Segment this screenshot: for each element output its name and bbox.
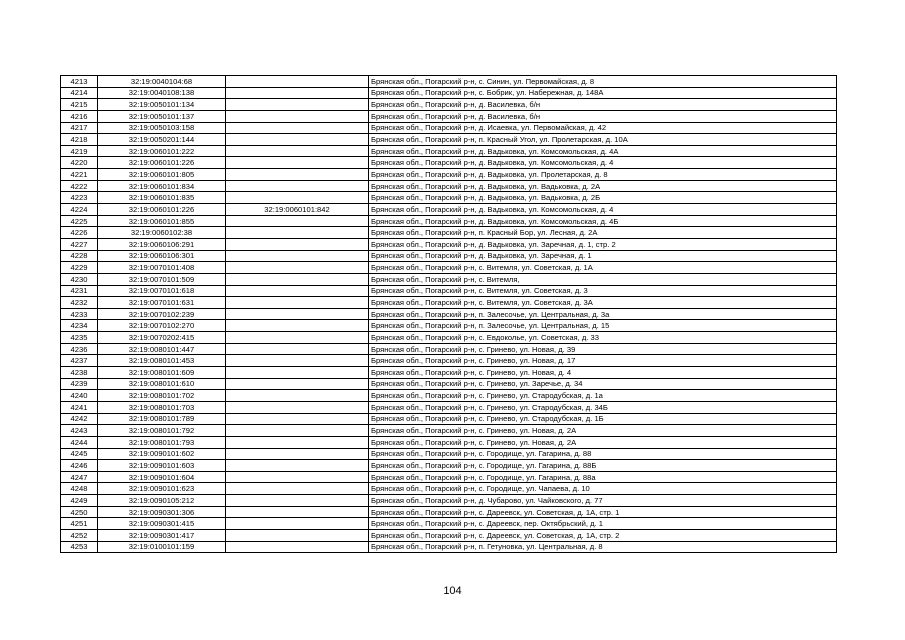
row-number-cell: 4238 bbox=[61, 367, 98, 379]
cadastral-number-cell: 32:19:0060106:301 bbox=[98, 250, 226, 262]
previous-number-cell bbox=[226, 390, 369, 402]
table-row bbox=[61, 180, 837, 192]
row-number-cell: 4244 bbox=[61, 436, 98, 448]
address-cell: Брянская обл., Погарский р-н, с. Гринево, ул. Новая, д. 4 bbox=[369, 367, 837, 379]
address-cell: Брянская обл., Погарский р-н, с. Городище, ул. Гагарина, д. 88Б bbox=[369, 460, 837, 472]
previous-number-cell bbox=[226, 471, 369, 483]
cadastral-number-cell: 32:19:0070101:618 bbox=[98, 285, 226, 297]
cadastral-number-cell: 32:19:0050101:134 bbox=[98, 99, 226, 111]
table-row bbox=[61, 378, 837, 390]
previous-number-cell bbox=[226, 180, 369, 192]
table-row bbox=[61, 448, 837, 460]
address-cell: Брянская обл., Погарский р-н, п. Красный Бор, ул. Лесная, д. 2А bbox=[369, 227, 837, 239]
row-number-cell: 4233 bbox=[61, 308, 98, 320]
address-cell: Брянская обл., Погарский р-н, д. Исаевка, ул. Первомайская, д. 42 bbox=[369, 122, 837, 134]
address-cell: Брянская обл., Погарский р-н, с. Гринево, ул. Стародубская, д. 1а bbox=[369, 390, 837, 402]
address-cell: Брянская обл., Погарский р-н, с. Городище, ул. Гагарина, д. 88 bbox=[369, 448, 837, 460]
table-row bbox=[61, 134, 837, 146]
row-number-cell: 4230 bbox=[61, 273, 98, 285]
table-row bbox=[61, 192, 837, 204]
row-number-cell: 4225 bbox=[61, 215, 98, 227]
address-cell: Брянская обл., Погарский р-н, д. Вадьковка, ул. Комсомольская, д. 4 bbox=[369, 204, 837, 216]
address-cell: Брянская обл., Погарский р-н, с. Городище, ул. Гагарина, д. 88а bbox=[369, 471, 837, 483]
row-number-cell: 4222 bbox=[61, 180, 98, 192]
address-cell: Брянская обл., Погарский р-н, п. Красный Угол, ул. Пролетарская, д. 10А bbox=[369, 134, 837, 146]
cadastral-number-cell: 32:19:0070202:415 bbox=[98, 332, 226, 344]
row-number-cell: 4250 bbox=[61, 506, 98, 518]
row-number-cell: 4231 bbox=[61, 285, 98, 297]
row-number-cell: 4214 bbox=[61, 87, 98, 99]
address-cell: Брянская обл., Погарский р-н, д. Василевка, б/н bbox=[369, 99, 837, 111]
previous-number-cell bbox=[226, 460, 369, 472]
previous-number-cell bbox=[226, 76, 369, 88]
page-number: 104 bbox=[443, 585, 462, 597]
cadastral-number-cell: 32:19:0060101:805 bbox=[98, 169, 226, 181]
address-cell: Брянская обл., Погарский р-н, с. Синин, ул. Первомайская, д. 8 bbox=[369, 76, 837, 88]
table-row bbox=[61, 518, 837, 530]
cadastral-number-cell: 32:19:0090301:415 bbox=[98, 518, 226, 530]
cadastral-number-cell: 32:19:0060106:291 bbox=[98, 238, 226, 250]
address-cell: Брянская обл., Погарский р-н, д. Вадьковка, ул. Комсомольская, д. 4Б bbox=[369, 215, 837, 227]
previous-number-cell bbox=[226, 110, 369, 122]
address-cell: Брянская обл., Погарский р-н, с. Дареевск, ул. Советская, д. 1А, стр. 2 bbox=[369, 529, 837, 541]
address-cell: Брянская обл., Погарский р-н, д. Вадьковка, ул. Пролетарская, д. 8 bbox=[369, 169, 837, 181]
records-table-body bbox=[61, 76, 837, 553]
table-row bbox=[61, 110, 837, 122]
previous-number-cell bbox=[226, 518, 369, 530]
address-cell: Брянская обл., Погарский р-н, с. Бобрик, ул. Набережная, д. 148А bbox=[369, 87, 837, 99]
previous-number-cell bbox=[226, 273, 369, 285]
table-row bbox=[61, 227, 837, 239]
previous-number-cell bbox=[226, 436, 369, 448]
table-row bbox=[61, 204, 837, 216]
table-row bbox=[61, 483, 837, 495]
address-cell: Брянская обл., Погарский р-н, д. Вадьковка, ул. Комсомольская, д. 4А bbox=[369, 145, 837, 157]
row-number-cell: 4215 bbox=[61, 99, 98, 111]
cadastral-number-cell: 32:19:0080101:702 bbox=[98, 390, 226, 402]
previous-number-cell bbox=[226, 250, 369, 262]
cadastral-number-cell: 32:19:0050103:158 bbox=[98, 122, 226, 134]
cadastral-number-cell: 32:19:0060101:222 bbox=[98, 145, 226, 157]
previous-number-cell bbox=[226, 343, 369, 355]
previous-number-cell: 32:19:0060101:842 bbox=[226, 204, 369, 216]
cadastral-number-cell: 32:19:0070102:270 bbox=[98, 320, 226, 332]
previous-number-cell bbox=[226, 308, 369, 320]
previous-number-cell bbox=[226, 378, 369, 390]
table-row bbox=[61, 157, 837, 169]
table-row bbox=[61, 285, 837, 297]
cadastral-number-cell: 32:19:0060102:38 bbox=[98, 227, 226, 239]
table-row bbox=[61, 145, 837, 157]
previous-number-cell bbox=[226, 285, 369, 297]
previous-number-cell bbox=[226, 367, 369, 379]
row-number-cell: 4243 bbox=[61, 425, 98, 437]
address-cell: Брянская обл., Погарский р-н, д. Чубарово, ул. Чайковского, д. 77 bbox=[369, 495, 837, 507]
previous-number-cell bbox=[226, 145, 369, 157]
address-cell: Брянская обл., Погарский р-н, с. Гринево, ул. Новая, д. 17 bbox=[369, 355, 837, 367]
cadastral-number-cell: 32:19:0090101:623 bbox=[98, 483, 226, 495]
previous-number-cell bbox=[226, 320, 369, 332]
cadastral-number-cell: 32:19:0090301:306 bbox=[98, 506, 226, 518]
row-number-cell: 4227 bbox=[61, 238, 98, 250]
previous-number-cell bbox=[226, 169, 369, 181]
row-number-cell: 4216 bbox=[61, 110, 98, 122]
cadastral-number-cell: 32:19:0070102:239 bbox=[98, 308, 226, 320]
cadastral-number-cell: 32:19:0100101:159 bbox=[98, 541, 226, 553]
table-row bbox=[61, 273, 837, 285]
previous-number-cell bbox=[226, 192, 369, 204]
row-number-cell: 4251 bbox=[61, 518, 98, 530]
previous-number-cell bbox=[226, 215, 369, 227]
cadastral-number-cell: 32:19:0090105:212 bbox=[98, 495, 226, 507]
table-row bbox=[61, 541, 837, 553]
address-cell: Брянская обл., Погарский р-н, п. Залесочье, ул. Центральная, д. 15 bbox=[369, 320, 837, 332]
row-number-cell: 4217 bbox=[61, 122, 98, 134]
address-cell: Брянская обл., Погарский р-н, с. Городище, ул. Чапаева, д. 10 bbox=[369, 483, 837, 495]
cadastral-number-cell: 32:19:0080101:789 bbox=[98, 413, 226, 425]
row-number-cell: 4246 bbox=[61, 460, 98, 472]
cadastral-number-cell: 32:19:0080101:447 bbox=[98, 343, 226, 355]
table-row bbox=[61, 367, 837, 379]
previous-number-cell bbox=[226, 238, 369, 250]
cadastral-number-cell: 32:19:0040108:138 bbox=[98, 87, 226, 99]
previous-number-cell bbox=[226, 332, 369, 344]
row-number-cell: 4237 bbox=[61, 355, 98, 367]
table-row bbox=[61, 250, 837, 262]
table-row bbox=[61, 308, 837, 320]
row-number-cell: 4239 bbox=[61, 378, 98, 390]
address-cell: Брянская обл., Погарский р-н, д. Вадьковка, ул. Заречная, д. 1, стр. 2 bbox=[369, 238, 837, 250]
address-cell: Брянская обл., Погарский р-н, с. Гринево, ул. Новая, д. 2А bbox=[369, 425, 837, 437]
table-row bbox=[61, 436, 837, 448]
row-number-cell: 4219 bbox=[61, 145, 98, 157]
previous-number-cell bbox=[226, 262, 369, 274]
cadastral-number-cell: 32:19:0090101:602 bbox=[98, 448, 226, 460]
previous-number-cell bbox=[226, 506, 369, 518]
previous-number-cell bbox=[226, 157, 369, 169]
previous-number-cell bbox=[226, 495, 369, 507]
row-number-cell: 4218 bbox=[61, 134, 98, 146]
address-cell: Брянская обл., Погарский р-н, с. Гринево, ул. Новая, д. 39 bbox=[369, 343, 837, 355]
table-row bbox=[61, 506, 837, 518]
table-row bbox=[61, 460, 837, 472]
address-cell: Брянская обл., Погарский р-н, д. Вадьковка, ул. Заречная, д. 1 bbox=[369, 250, 837, 262]
table-row bbox=[61, 297, 837, 309]
cadastral-number-cell: 32:19:0070101:631 bbox=[98, 297, 226, 309]
previous-number-cell bbox=[226, 448, 369, 460]
cadastral-number-cell: 32:19:0060101:226 bbox=[98, 204, 226, 216]
previous-number-cell bbox=[226, 541, 369, 553]
address-cell: Брянская обл., Погарский р-н, п. Гетуновка, ул. Центральная, д. 8 bbox=[369, 541, 837, 553]
row-number-cell: 4229 bbox=[61, 262, 98, 274]
previous-number-cell bbox=[226, 355, 369, 367]
cadastral-number-cell: 32:19:0080101:609 bbox=[98, 367, 226, 379]
row-number-cell: 4220 bbox=[61, 157, 98, 169]
address-cell: Брянская обл., Погарский р-н, д. Василевка, б/н bbox=[369, 110, 837, 122]
table-row bbox=[61, 390, 837, 402]
address-cell: Брянская обл., Погарский р-н, с. Дареевск, ул. Советская, д. 1А, стр. 1 bbox=[369, 506, 837, 518]
previous-number-cell bbox=[226, 401, 369, 413]
previous-number-cell bbox=[226, 425, 369, 437]
table-row bbox=[61, 99, 837, 111]
cadastral-number-cell: 32:19:0040104:68 bbox=[98, 76, 226, 88]
table-row bbox=[61, 495, 837, 507]
address-cell: Брянская обл., Погарский р-н, с. Евдокольe, ул. Советская, д. 33 bbox=[369, 332, 837, 344]
address-cell: Брянская обл., Погарский р-н, с. Гринево, ул. Стародубская, д. 34Б bbox=[369, 401, 837, 413]
row-number-cell: 4242 bbox=[61, 413, 98, 425]
address-cell: Брянская обл., Погарский р-н, с. Дареевск, пер. Октябрьский, д. 1 bbox=[369, 518, 837, 530]
row-number-cell: 4232 bbox=[61, 297, 98, 309]
address-cell: Брянская обл., Погарский р-н, с. Витемля, ул. Советская, д. 3А bbox=[369, 297, 837, 309]
address-cell: Брянская обл., Погарский р-н, д. Вадьковка, ул. Вадьковка, д. 2Б bbox=[369, 192, 837, 204]
table-row bbox=[61, 401, 837, 413]
table-row bbox=[61, 529, 837, 541]
cadastral-number-cell: 32:19:0080101:453 bbox=[98, 355, 226, 367]
cadastral-number-cell: 32:19:0080101:793 bbox=[98, 436, 226, 448]
row-number-cell: 4228 bbox=[61, 250, 98, 262]
table-row bbox=[61, 343, 837, 355]
row-number-cell: 4252 bbox=[61, 529, 98, 541]
previous-number-cell bbox=[226, 134, 369, 146]
address-cell: Брянская обл., Погарский р-н, с. Гринево, ул. Стародубская, д. 1Б bbox=[369, 413, 837, 425]
address-cell: Брянская обл., Погарский р-н, с. Витемля, ул. Советская, д. 1А bbox=[369, 262, 837, 274]
row-number-cell: 4221 bbox=[61, 169, 98, 181]
row-number-cell: 4223 bbox=[61, 192, 98, 204]
table-row bbox=[61, 355, 837, 367]
row-number-cell: 4236 bbox=[61, 343, 98, 355]
previous-number-cell bbox=[226, 483, 369, 495]
row-number-cell: 4240 bbox=[61, 390, 98, 402]
table-row bbox=[61, 413, 837, 425]
cadastral-number-cell: 32:19:0050201:144 bbox=[98, 134, 226, 146]
table-row bbox=[61, 122, 837, 134]
row-number-cell: 4247 bbox=[61, 471, 98, 483]
table-row bbox=[61, 215, 837, 227]
previous-number-cell bbox=[226, 297, 369, 309]
cadastral-number-cell: 32:19:0090101:604 bbox=[98, 471, 226, 483]
table-row bbox=[61, 320, 837, 332]
previous-number-cell bbox=[226, 122, 369, 134]
table-row bbox=[61, 169, 837, 181]
records-table bbox=[60, 75, 837, 553]
table-row bbox=[61, 425, 837, 437]
previous-number-cell bbox=[226, 529, 369, 541]
address-cell: Брянская обл., Погарский р-н, д. Вадьковка, ул. Комсомольская, д. 4 bbox=[369, 157, 837, 169]
row-number-cell: 4253 bbox=[61, 541, 98, 553]
cadastral-number-cell: 32:19:0050101:137 bbox=[98, 110, 226, 122]
table-row bbox=[61, 471, 837, 483]
row-number-cell: 4224 bbox=[61, 204, 98, 216]
row-number-cell: 4213 bbox=[61, 76, 98, 88]
cadastral-number-cell: 32:19:0090101:603 bbox=[98, 460, 226, 472]
cadastral-number-cell: 32:19:0060101:834 bbox=[98, 180, 226, 192]
address-cell: Брянская обл., Погарский р-н, с. Витемля, bbox=[369, 273, 837, 285]
row-number-cell: 4241 bbox=[61, 401, 98, 413]
cadastral-number-cell: 32:19:0080101:792 bbox=[98, 425, 226, 437]
address-cell: Брянская обл., Погарский р-н, п. Залесочье, ул. Центральная, д. 3а bbox=[369, 308, 837, 320]
address-cell: Брянская обл., Погарский р-н, с. Витемля, ул. Советская, д. 3 bbox=[369, 285, 837, 297]
cadastral-number-cell: 32:19:0080101:703 bbox=[98, 401, 226, 413]
row-number-cell: 4234 bbox=[61, 320, 98, 332]
previous-number-cell bbox=[226, 413, 369, 425]
previous-number-cell bbox=[226, 227, 369, 239]
address-cell: Брянская обл., Погарский р-н, д. Вадьковка, ул. Вадьковка, д. 2А bbox=[369, 180, 837, 192]
cadastral-number-cell: 32:19:0080101:610 bbox=[98, 378, 226, 390]
table-row bbox=[61, 262, 837, 274]
table-row bbox=[61, 238, 837, 250]
table-row bbox=[61, 87, 837, 99]
cadastral-number-cell: 32:19:0060101:835 bbox=[98, 192, 226, 204]
previous-number-cell bbox=[226, 99, 369, 111]
cadastral-number-cell: 32:19:0060101:855 bbox=[98, 215, 226, 227]
row-number-cell: 4248 bbox=[61, 483, 98, 495]
row-number-cell: 4235 bbox=[61, 332, 98, 344]
cadastral-number-cell: 32:19:0090301:417 bbox=[98, 529, 226, 541]
address-cell: Брянская обл., Погарский р-н, с. Гринево, ул. Новая, д. 2А bbox=[369, 436, 837, 448]
table-row bbox=[61, 332, 837, 344]
previous-number-cell bbox=[226, 87, 369, 99]
cadastral-number-cell: 32:19:0070101:408 bbox=[98, 262, 226, 274]
row-number-cell: 4249 bbox=[61, 495, 98, 507]
table-row bbox=[61, 76, 837, 88]
row-number-cell: 4226 bbox=[61, 227, 98, 239]
cadastral-number-cell: 32:19:0070101:509 bbox=[98, 273, 226, 285]
address-cell: Брянская обл., Погарский р-н, с. Гринево, ул. Заречье, д. 34 bbox=[369, 378, 837, 390]
row-number-cell: 4245 bbox=[61, 448, 98, 460]
cadastral-number-cell: 32:19:0060101:226 bbox=[98, 157, 226, 169]
